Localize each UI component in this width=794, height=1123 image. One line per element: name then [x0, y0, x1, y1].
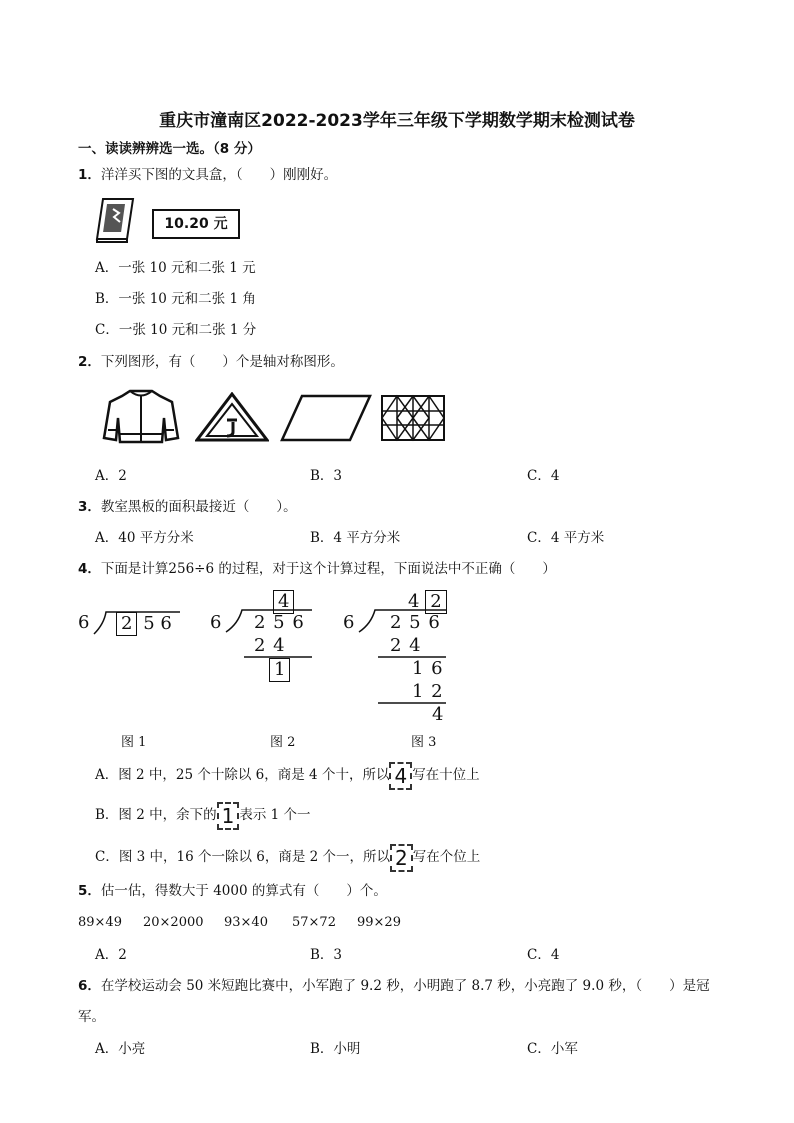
fig3-divisor: 6	[343, 612, 355, 633]
option-b[interactable]: B．一张 10 元和二张 1 角	[95, 291, 256, 307]
question-text: 在学校运动会 50 米短跑比赛中，小军跑了 9.2 秒，小明跑了 8.7 秒，小亮跑了 9.0 秒，（ ）是冠	[100, 978, 710, 994]
fig3-caption: 图 3	[411, 735, 437, 750]
expression-4: 57×72	[292, 915, 336, 930]
option-c-digit-box: 2	[390, 844, 413, 872]
triangle-sign-figure	[195, 392, 269, 444]
fig2-dividend: 2 5 6	[254, 612, 305, 633]
fig3-dividend: 2 5 6	[390, 612, 441, 633]
option-b[interactable]: B．4 平方分米	[310, 530, 401, 546]
expression-1: 89×49	[78, 915, 122, 930]
question-number: 5．	[78, 883, 101, 899]
option-b-digit-box: 1	[217, 802, 240, 830]
fig2-remainder-box: 1	[269, 658, 290, 682]
question-number: 4．	[78, 561, 101, 577]
question-number: 2．	[78, 354, 101, 370]
question-text: 估一估，得数大于 4000 的算式有（ ）个。	[100, 883, 387, 899]
pencil-case-image	[95, 197, 135, 243]
question-6	[78, 977, 710, 995]
fig1-caption: 图 1	[121, 735, 147, 750]
fig2-remainder	[269, 658, 290, 682]
fig1-rest: 5 6	[143, 613, 172, 634]
fig2-divisor: 6	[210, 612, 222, 633]
option-c-text-end: 写在个位上	[412, 849, 481, 865]
option-c[interactable]: C．4 平方米	[527, 530, 605, 546]
question-number: 3．	[78, 499, 101, 515]
price-tag: 10.20 元	[152, 209, 240, 239]
expression-3: 93×40	[224, 915, 268, 930]
parallelogram-figure	[280, 394, 372, 442]
option-b[interactable]: B．小明	[310, 1041, 361, 1057]
fig1-divisor: 6	[78, 612, 90, 633]
option-c[interactable]	[95, 842, 480, 872]
fig2-caption: 图 2	[270, 735, 296, 750]
option-c-text: C．图 3 中，16 个一除以 6，商是 2 个一，所以	[95, 849, 391, 865]
question-5	[78, 882, 387, 900]
fig3-remainder: 4	[432, 704, 444, 725]
fig3-step2: 1 6	[412, 658, 444, 679]
question-text: 洋洋买下图的文具盒，（ ）刚刚好。	[100, 167, 338, 183]
option-b-text: B．图 2 中，余下的	[95, 807, 217, 823]
option-b[interactable]: B．3	[310, 947, 343, 963]
option-a-text-end: 写在十位上	[412, 767, 480, 783]
fig1-boxed-digit: 2	[116, 612, 137, 636]
option-a[interactable]: A．2	[95, 468, 127, 484]
option-c[interactable]: C．4	[527, 468, 560, 484]
option-a-digit-box: 4	[389, 762, 412, 790]
question-number: 6．	[78, 978, 101, 994]
question-6-continued: 军。	[78, 1009, 105, 1025]
question-2	[78, 353, 344, 371]
option-b[interactable]	[95, 800, 311, 830]
option-b-text-end: 表示 1 个一	[239, 807, 311, 823]
expression-5: 99×29	[357, 915, 401, 930]
fig3-step3: 1 2	[412, 681, 444, 702]
option-b[interactable]: B．3	[310, 468, 343, 484]
symmetric-pattern-figure	[380, 394, 446, 442]
question-text: 下面是计算256÷6 的过程，对于这个计算过程，下面说法中不正确（ ）	[100, 561, 556, 577]
page-title: 重庆市潼南区2022-2023学年三年级下学期数学期末检测试卷	[159, 111, 635, 131]
option-a[interactable]: A．40 平方分米	[95, 530, 194, 546]
option-c[interactable]: C．小军	[527, 1041, 578, 1057]
fig1-dividend	[116, 612, 172, 636]
section-heading: 一、读读辨辨选一选。（8 分）	[78, 141, 261, 157]
fig2-step1: 2 4	[254, 635, 286, 656]
question-3	[78, 498, 297, 516]
option-a-text: A．图 2 中，25 个十除以 6，商是 4 个十，所以	[95, 767, 390, 783]
option-a[interactable]: A．小亮	[95, 1041, 146, 1057]
option-a[interactable]: A．2	[95, 947, 127, 963]
option-a[interactable]: A．一张 10 元和二张 1 元	[95, 260, 256, 276]
expression-2: 20×2000	[143, 915, 204, 930]
option-a[interactable]	[95, 760, 480, 790]
question-1	[78, 166, 337, 184]
option-c[interactable]: C．4	[527, 947, 560, 963]
question-text: 教室黑板的面积最接近（ ）。	[100, 499, 297, 515]
fig3-step1: 2 4	[390, 635, 422, 656]
question-4	[78, 560, 556, 578]
question-text: 下列图形，有（ ）个是轴对称图形。	[100, 354, 344, 370]
option-c[interactable]: C．一张 10 元和二张 1 分	[95, 322, 257, 338]
jacket-figure	[100, 388, 182, 446]
fig3-quotient-box: 2	[425, 590, 446, 614]
fig3-quotient-digit: 4	[408, 591, 420, 612]
question-number: 1．	[78, 167, 101, 183]
fig2-quotient-box: 4	[273, 590, 294, 614]
